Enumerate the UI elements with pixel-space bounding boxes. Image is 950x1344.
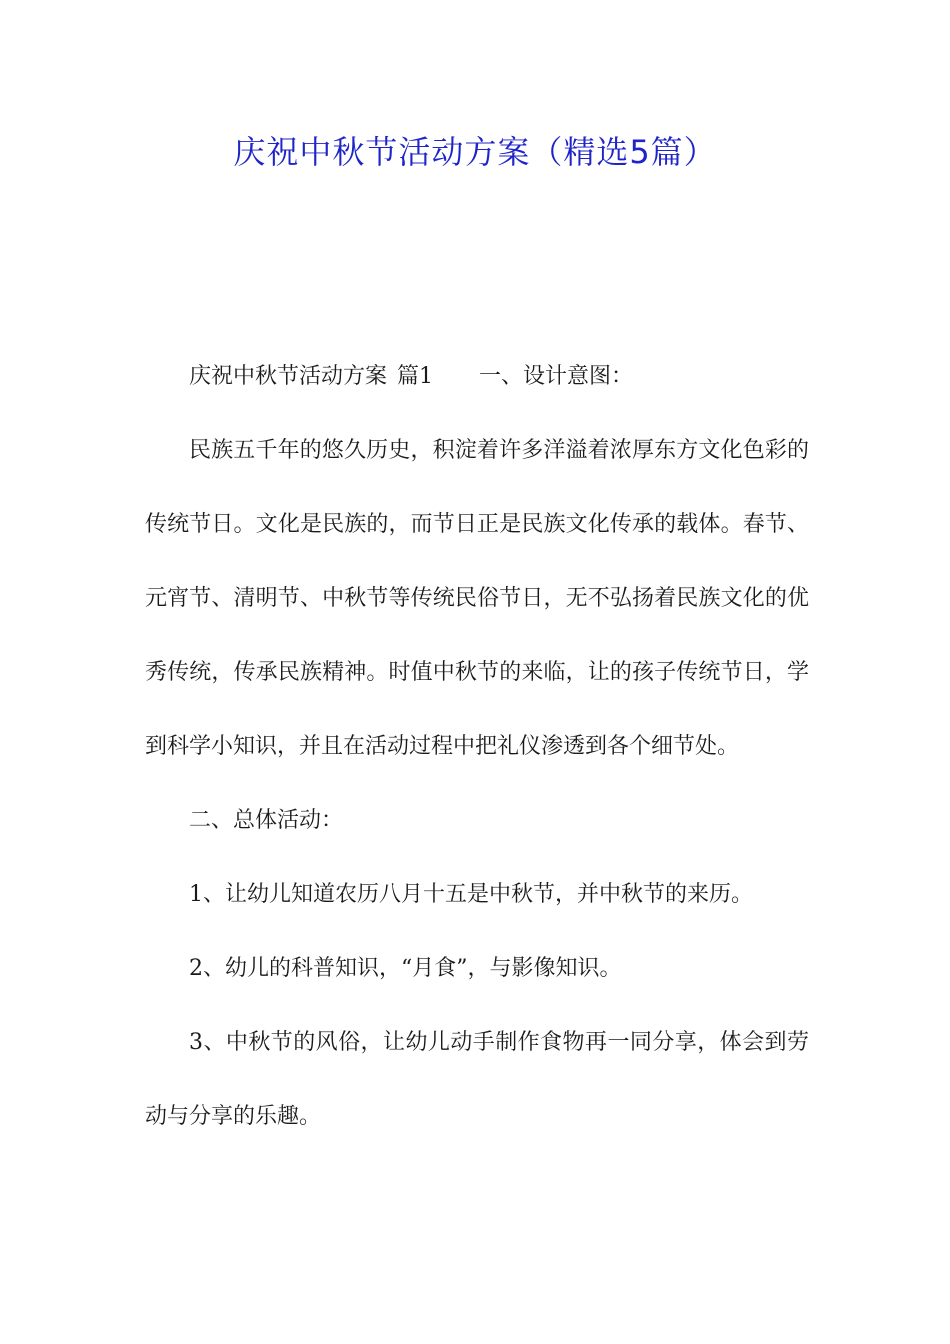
document-body bbox=[145, 340, 809, 1154]
section-part: 篇1 bbox=[397, 364, 434, 389]
paragraph-item-2: 2、幼儿的科普知识，“月食”，与影像知识。 bbox=[189, 956, 622, 981]
section-heading-line bbox=[145, 340, 809, 414]
section-name: 庆祝中秋节活动方案 bbox=[189, 364, 388, 389]
section-first-item: 一、设计意图： bbox=[479, 364, 634, 389]
paragraph-item-1: 1、让幼儿知道农历八月十五是中秋节，并中秋节的来历。 bbox=[189, 882, 753, 907]
document-title: 庆祝中秋节活动方案（精选5篇） bbox=[233, 133, 717, 171]
paragraph-item-3: 3、中秋节的风俗，让幼儿动手制作食物再一同分享，体会到劳动与分享的乐趣。 bbox=[145, 1030, 809, 1129]
paragraph-design-intent: 民族五千年的悠久历史，积淀着许多洋溢着浓厚东方文化色彩的传统节日。文化是民族的，而节日正是民族文化传承的载体。春节、元宵节、清明节、中秋节等传统民俗节日，无不弘扬着民族文化的优秀传统，传承民族精神。时值中秋节的来临，让的孩子传统节日，学到科学小知识，并且在活动过程中把礼仪渗透到各个细节处。 bbox=[145, 438, 809, 759]
paragraph-overall-activity-heading: 二、总体活动： bbox=[189, 808, 344, 833]
